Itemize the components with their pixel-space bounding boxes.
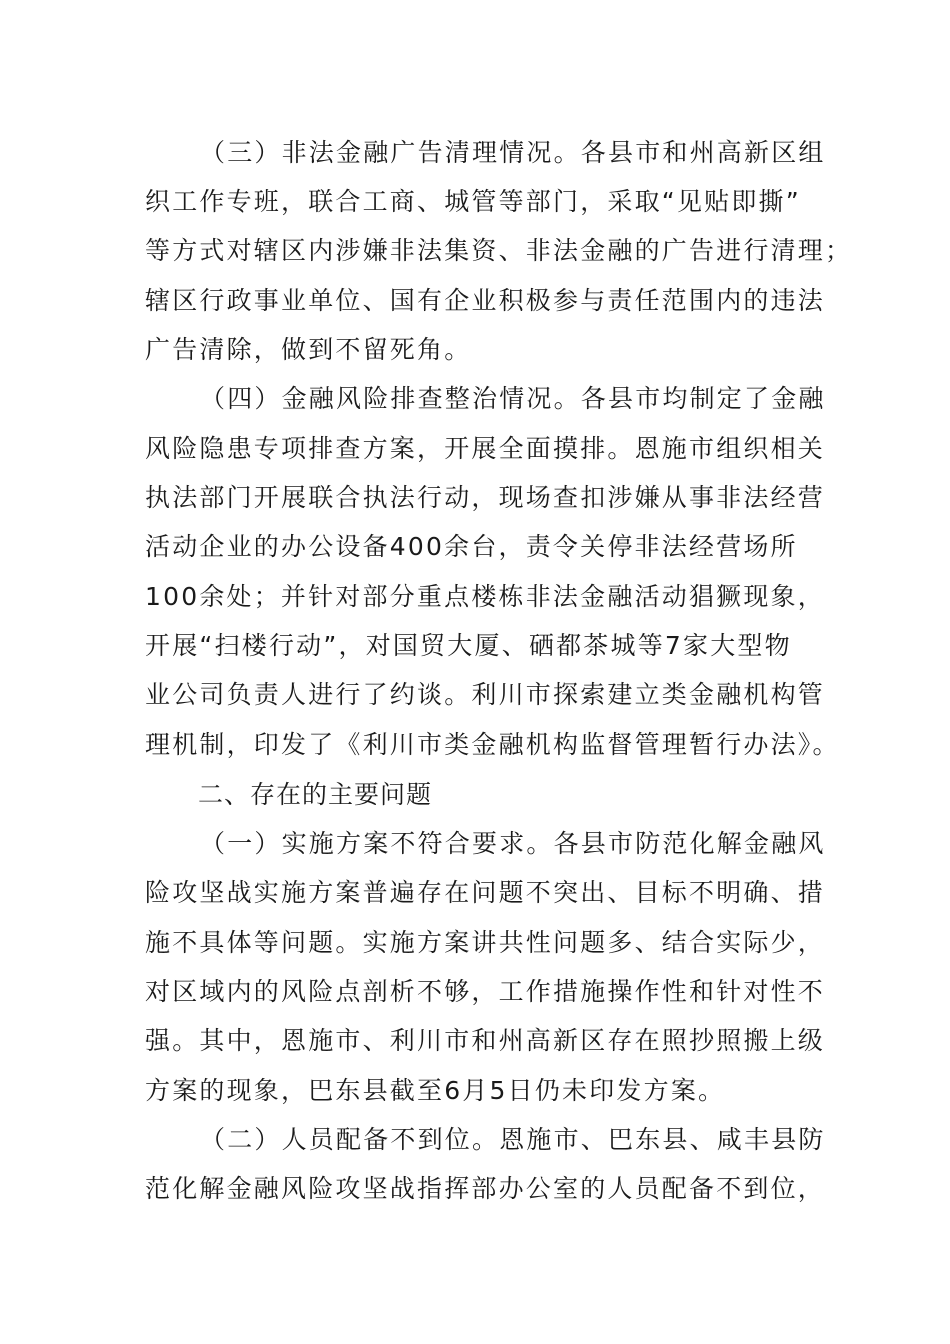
paragraph-3-line-4: 辖区行政事业单位、国有企业积极参与责任范围内的违法 [145,286,826,315]
paragraph-3-line-2: 织工作专班，联合工商、城管等部门，采取“见贴即撕” [145,187,801,216]
problem-1-line-1: （一）实施方案不符合要求。各县市防范化解金融风 [200,829,826,858]
problem-1-line-5: 强。其中，恩施市、利川市和州高新区存在照抄照搬上级 [145,1026,826,1055]
paragraph-4-line-4: 活动企业的办公设备400余台，责令关停非法经营场所 [145,532,798,561]
paragraph-4-line-8: 理机制，印发了《利川市类金融机构监督管理暂行办法》。 [145,730,840,759]
paragraph-4-line-6: 开展“扫楼行动”，对国贸大厦、硒都茶城等7家大型物 [145,631,792,660]
problem-1-line-2: 险攻坚战实施方案普遍存在问题不突出、目标不明确、措 [145,878,826,907]
paragraph-4-line-2: 风险隐患专项排查方案，开展全面摸排。恩施市组织相关 [145,434,826,463]
paragraph-4-line-5: 100余处；并针对部分重点楼栋非法金融活动猖獗现象， [145,582,825,611]
paragraph-3-line-1: （三）非法金融广告清理情况。各县市和州高新区组 [200,138,826,167]
problem-2-line-1: （二）人员配备不到位。恩施市、巴东县、咸丰县防 [200,1125,826,1154]
problem-1-line-3: 施不具体等问题。实施方案讲共性问题多、结合实际少， [145,928,826,957]
section-heading: 二、存在的主要问题 [198,780,433,809]
paragraph-4-line-3: 执法部门开展联合执法行动，现场查扣涉嫌从事非法经营 [145,483,826,512]
paragraph-3-line-5: 广告清除，做到不留死角。 [145,335,472,364]
paragraph-4-line-7: 业公司负责人进行了约谈。利川市探索建立类金融机构管 [145,680,826,709]
problem-1-line-6: 方案的现象，巴东县截至6月5日仍未印发方案。 [145,1076,726,1105]
paragraph-3-line-3: 等方式对辖区内涉嫌非法集资、非法金融的广告进行清理； [145,236,853,265]
problem-2-line-2: 范化解金融风险攻坚战指挥部办公室的人员配备不到位， [145,1174,826,1203]
paragraph-4-line-1: （四）金融风险排查整治情况。各县市均制定了金融 [200,384,826,413]
problem-1-line-4: 对区域内的风险点剖析不够，工作措施操作性和针对性不 [145,977,826,1006]
